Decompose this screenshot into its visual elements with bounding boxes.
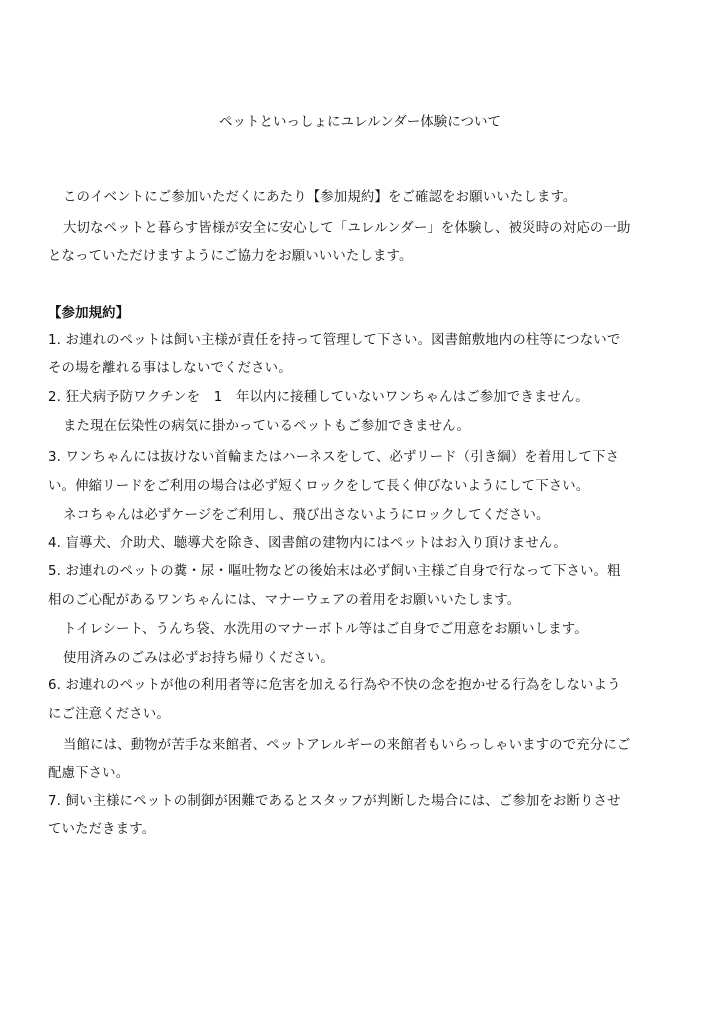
rule-line: 使用済みのごみは必ずお持ち帰りください。 xyxy=(63,651,334,666)
rule-line: 7. 飼い主様にペットの制御が困難であるとスタッフが判断した場合には、ご参加をお断りさせ xyxy=(48,794,621,809)
rule-line: い。伸縮リードをご利用の場合は必ず短くロックをして長く伸びないようにして下さい。 xyxy=(48,479,590,494)
rule-line: 1. お連れのペットは飼い主様が責任を持って管理して下さい。図書館敷地内の柱等につないで xyxy=(48,333,621,348)
rule-line: 3. ワンちゃんには抜けない首輪またはハーネスをして、必ずリード（引き綱）を着用して下さ xyxy=(48,450,620,465)
intro-paragraph-line: となっていただけますようにご協力をお願いいいたします。 xyxy=(48,249,413,264)
rule-line: 当館には、動物が苦手な来館者、ペットアレルギーの来館者もいらっしゃいますので充分にご xyxy=(63,738,631,753)
rule-line: 2. 狂犬病予防ワクチンを 1 年以内に接種していないワンちゃんはご参加できません。 xyxy=(48,390,589,405)
rule-line: にご注意ください。 xyxy=(48,707,170,722)
rule-line: 5. お連れのペットの糞・尿・嘔吐物などの後始末は必ず飼い主様ご自身で行なって下さい。粗 xyxy=(48,564,621,579)
rule-line: また現在伝染性の病気に掛かっているペットもご参加できません。 xyxy=(63,419,471,434)
document-title: ペットといっしょにユレルンダー体験について xyxy=(218,114,501,130)
intro-paragraph-line: 大切なペットと暮らす皆様が安全に安心して「ユレルンダー」を体験し、被災時の対応の一助 xyxy=(63,221,631,236)
rule-line: 相のご心配があるワンちゃんには、マナーウェアの着用をお願いいたします。 xyxy=(48,593,521,608)
rule-line: 6. お連れのペットが他の利用者等に危害を加える行為や不快の念を抱かせる行為をしないよう xyxy=(48,678,621,693)
intro-paragraph-line: このイベントにご参加いただくにあたり【参加規約】をご確認をお願いいたします。 xyxy=(63,190,577,205)
rule-line: トイレシート、うんち袋、水洗用のマナーボトル等はご自身でご用意をお願いします。 xyxy=(63,622,588,637)
rule-line: 4. 盲導犬、介助犬、聴導犬を除き、図書館の建物内にはペットはお入り頂けません。 xyxy=(48,536,567,551)
rule-line: その場を離れる事はしないでください。 xyxy=(48,361,292,376)
rule-line: ていただきます。 xyxy=(48,822,156,837)
rules-heading: 【参加規約】 xyxy=(48,306,130,321)
rule-line: ネコちゃんは必ずケージをご利用し、飛び出さないようにロックしてください。 xyxy=(63,508,550,523)
rule-line: 配慮下さい。 xyxy=(48,766,130,781)
